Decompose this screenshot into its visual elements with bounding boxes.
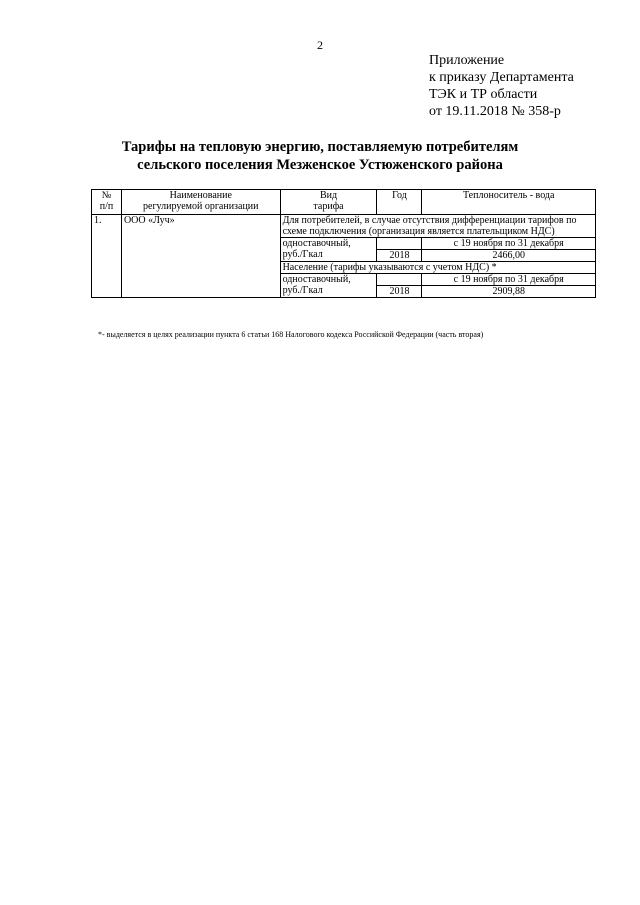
cell-tariff-value: 2909,88: [422, 286, 596, 298]
title-line: сельского поселения Мезженское Устюженского района: [137, 157, 503, 173]
header-cell-number: № п/п: [92, 190, 122, 215]
appendix-block: [429, 52, 574, 120]
appendix-line: от 19.11.2018 № 358-р: [429, 104, 561, 119]
cell-period: с 19 ноября по 31 декабря: [422, 274, 596, 286]
appendix-line: к приказу Департамента: [429, 70, 574, 85]
title-line: Тарифы на тепловую энергию, поставляемую потребителям: [121, 139, 519, 155]
page-number: 2: [317, 38, 323, 52]
table-row: [92, 215, 596, 238]
cell-tariff-value: 2466,00: [422, 250, 596, 262]
cell-year: 2018: [377, 286, 422, 298]
document-title: [0, 138, 640, 174]
cell-organization: ООО «Луч»: [121, 215, 280, 298]
header-cell-heat-carrier: Теплоноситель - вода: [422, 190, 596, 215]
footnote: *- выделяется в целях реализации пункта 6 статьи 168 Налогового кодекса Российской Федерации (часть вторая): [98, 330, 484, 339]
cell-section-population: Население (тарифы указываются с учетом НДС) *: [280, 262, 595, 274]
cell-empty: [377, 238, 422, 250]
header-cell-tariff-type: Вид тарифа: [280, 190, 377, 215]
appendix-line: Приложение: [429, 53, 505, 68]
table-header-row: [92, 190, 596, 215]
cell-tariff-type: одноставочный, руб./Гкал: [280, 238, 377, 262]
cell-tariff-type: одноставочный, руб./Гкал: [280, 274, 377, 298]
cell-period: с 19 ноября по 31 декабря: [422, 238, 596, 250]
cell-section-consumers: Для потребителей, в случае отсутствия дифференциации тарифов по схеме подключения (организация является плательщиком НДС): [280, 215, 595, 238]
cell-row-number: 1.: [92, 215, 122, 298]
cell-empty: [377, 274, 422, 286]
appendix-line: ТЭК и ТР области: [429, 87, 538, 102]
header-cell-year: Год: [377, 190, 422, 215]
header-cell-organization: Наименование регулируемой организации: [121, 190, 280, 215]
tariff-table: [91, 189, 596, 298]
cell-year: 2018: [377, 250, 422, 262]
